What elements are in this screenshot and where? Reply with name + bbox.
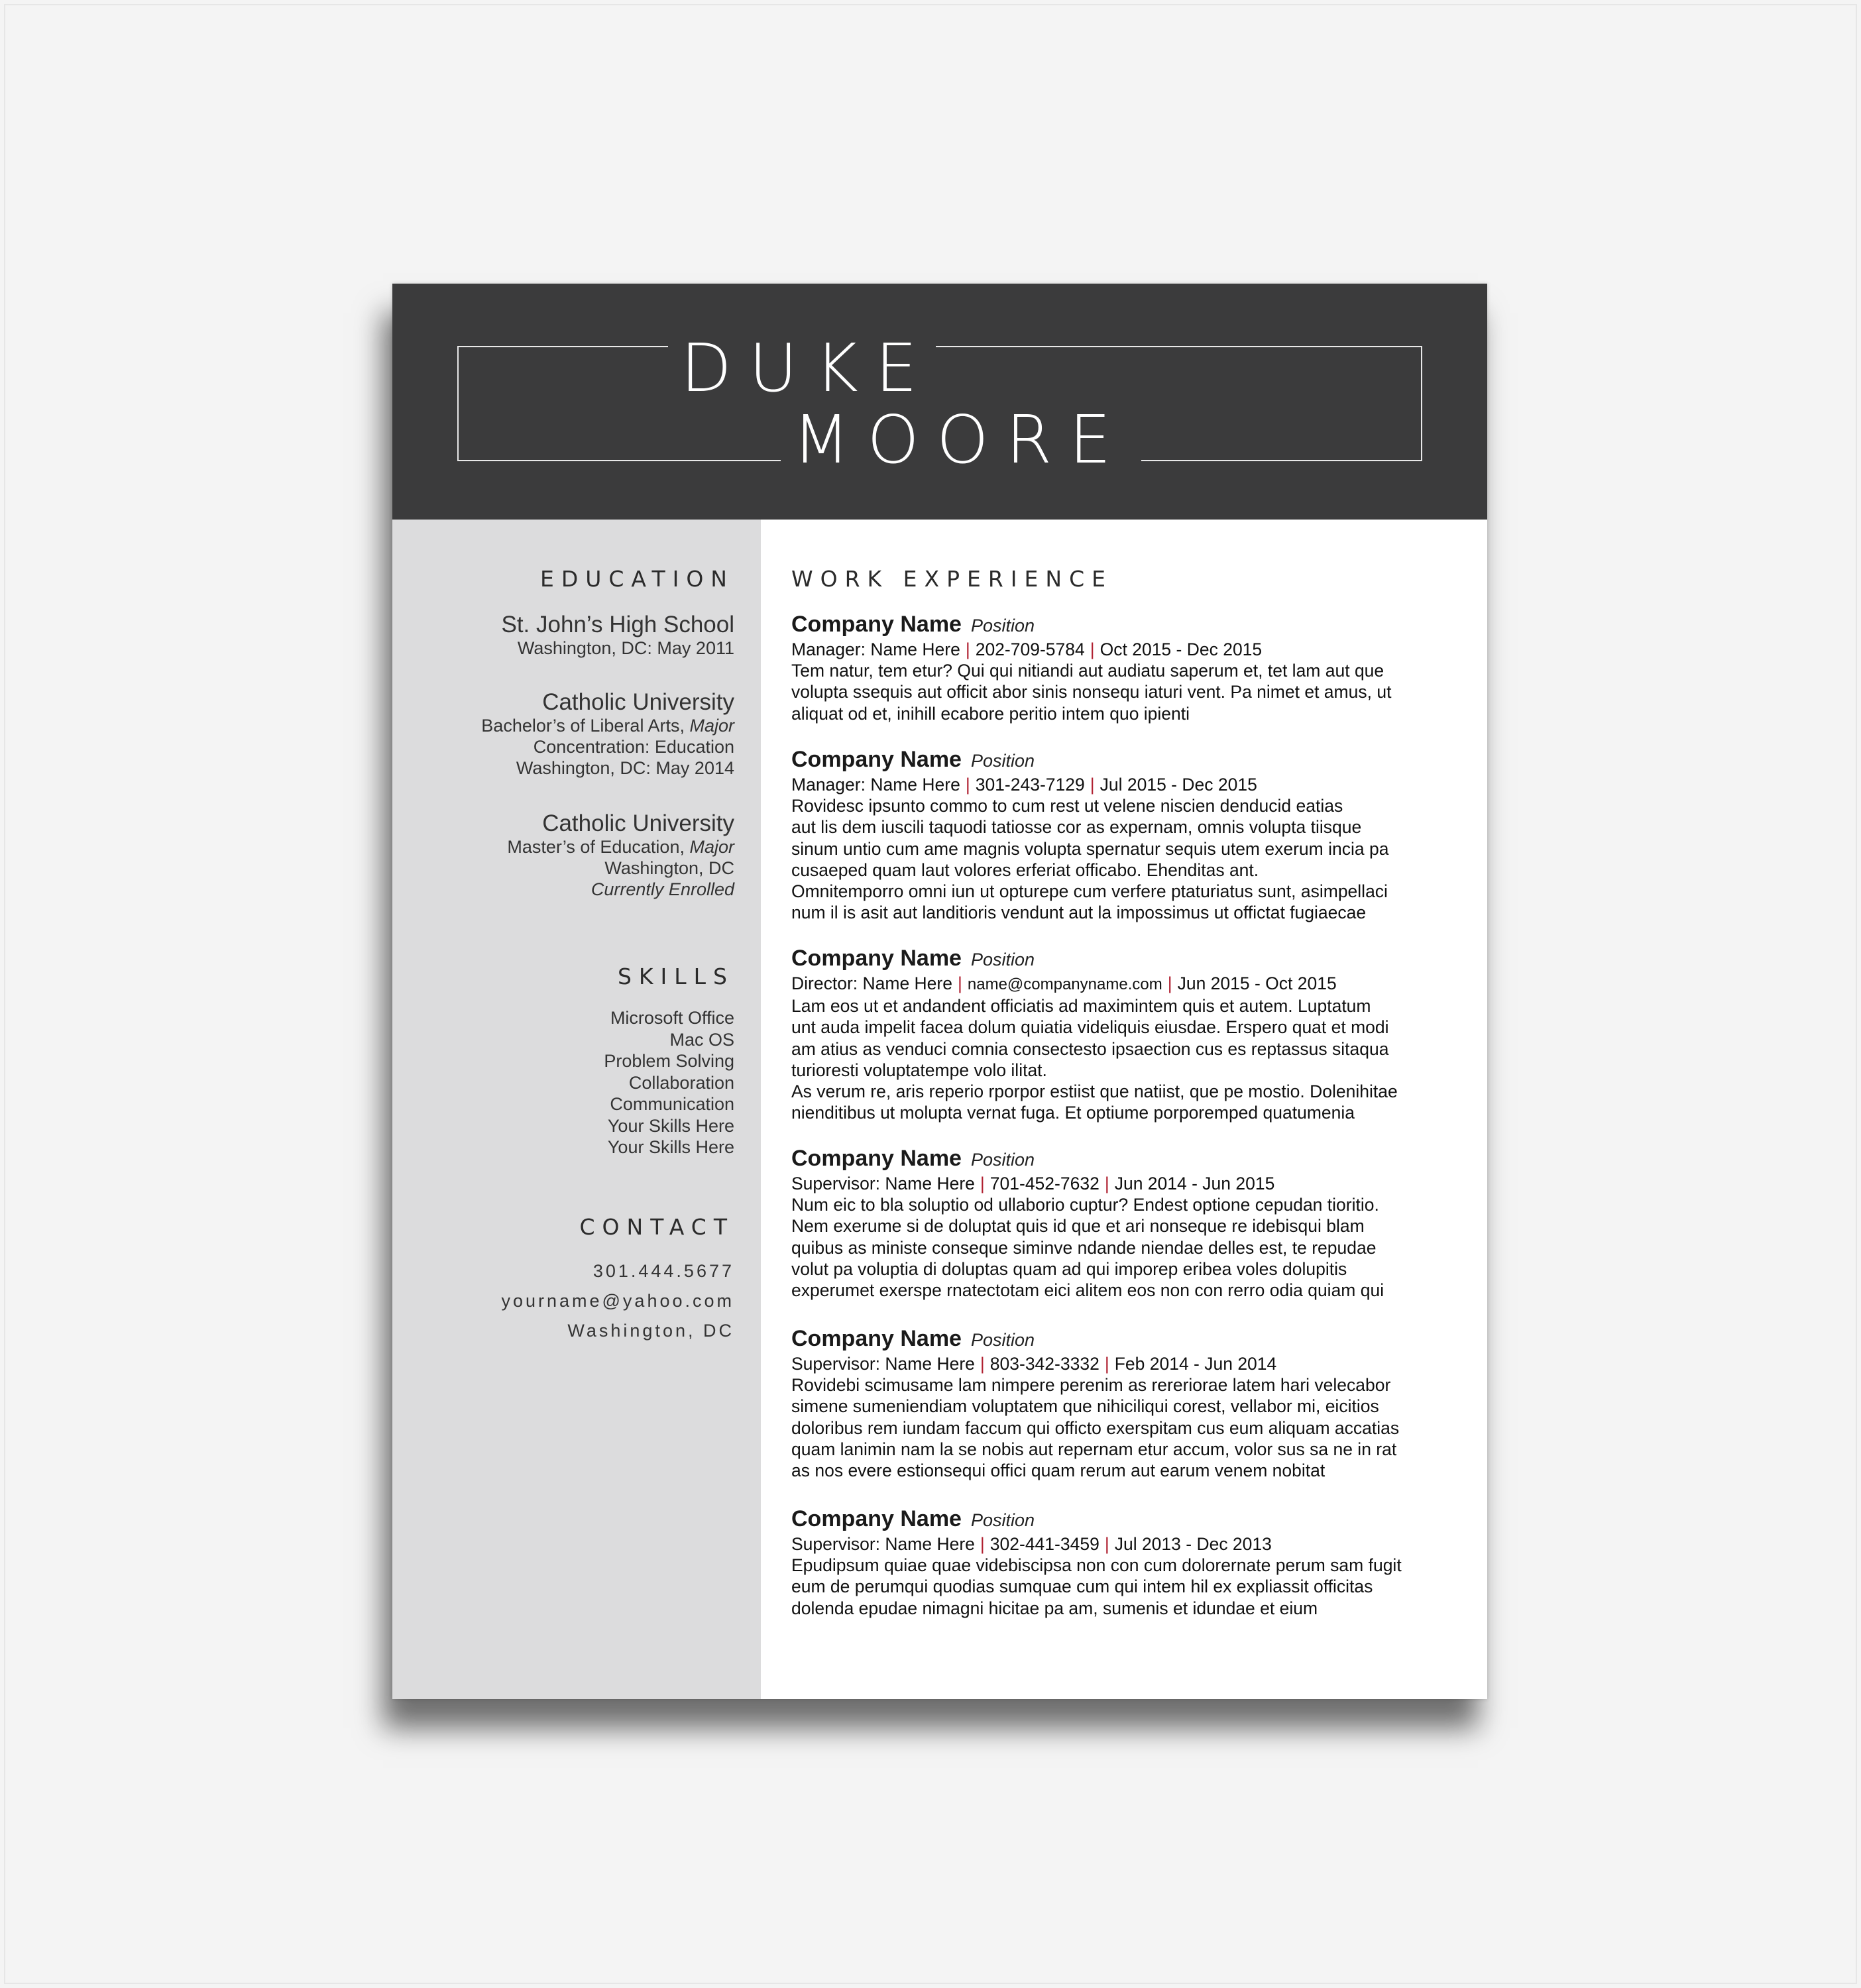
job-position: Position [970,1330,1035,1350]
company-name: Company Name [791,747,962,772]
job-contact-info: 202-709-5784 [975,639,1085,659]
frame-line-bottom-right [1141,460,1422,461]
skills-list [416,1007,734,1158]
contact-location: Washington, DC [567,1321,734,1341]
job-entry [791,945,1467,1124]
job-description: Rovidebi scimusame lam nimpere perenim as rereriorae latem hari velecabor simene sumeniendiam voluptatem que nihiciliqui corest, vellabor mi, eicitios doloribus rem iundam faccum qui officto exerspitam cus eum aliquam accatias quam lanimin nam la se nobis aut repernam etur accum, volor sus sa ne in rat as nos evere estionsequi offici quam rerum aut earum venem nobitat [791,1375,1400,1481]
job-entry [791,1145,1467,1301]
contact-heading: CONTACT [579,1214,734,1240]
frame-line-top-right [936,346,1422,347]
contact-email: yourname@yahoo.com [501,1291,734,1311]
work-experience-heading: WORK EXPERIENCE [791,566,1113,592]
education-detail: Concentration: Education [533,737,734,757]
contact-section [416,1214,734,1240]
company-name: Company Name [791,1146,962,1171]
skill-item: Microsoft Office [610,1008,734,1028]
job-contact-role: Director: Name Here [791,973,952,993]
job-position: Position [970,1510,1035,1530]
degree-major: Major [689,716,734,736]
job-meta: Supervisor: Name Here | 701-452-7632 | Jun 2014 - Jun 2015 [791,1174,1275,1193]
skill-item: Collaboration [628,1072,734,1093]
contact-phone: 301.444.5677 [592,1261,734,1281]
degree-text: Bachelor’s of Liberal Arts, [481,716,685,736]
job-contact-role: Manager: Name Here [791,639,960,659]
skill-item: Problem Solving [604,1051,734,1071]
degree-major: Major [689,837,734,857]
job-header [791,1145,1467,1173]
skills-section [416,964,734,989]
job-contact-info: 301-243-7129 [975,775,1085,795]
school-name: Catholic University [542,689,734,715]
job-header [791,746,1467,774]
skills-heading: SKILLS [617,964,734,989]
job-header [791,611,1467,639]
job-contact-info: 302-441-3459 [989,1534,1100,1554]
job-meta: Manager: Name Here | 202-709-5784 | Oct 2015 - Dec 2015 [791,639,1263,659]
skill-item: Your Skills Here [607,1137,734,1157]
job-position: Position [970,616,1035,635]
job-contact-info: 803-342-3332 [989,1354,1100,1374]
job-description: Rovidesc ipsunto commo to cum rest ut velene niscien denducid eatias aut lis dem iuscili taquodi tatiosse cor as expernam, omnis volupta tiisque sinum untio cum ame magnis volupta spernatur sequis utem exerum incia pa cusaeped quam laut volores erferiat officabo. Ehenditas ant. Omnitemporro omni iun ut opturepe cum verfere ptaturiatus sunt, asimpellaci num il is asit aut landitioris vendunt aut la impossimus ut offictat fugiaecae [791,796,1389,923]
job-meta: Supervisor: Name Here | 803-342-3332 | Feb 2014 - Jun 2014 [791,1354,1277,1374]
sidebar [392,520,761,1699]
education-entry [416,612,734,659]
job-entry [791,746,1467,924]
job-header [791,1325,1467,1353]
job-dates: Jun 2015 - Oct 2015 [1177,973,1337,993]
job-contact-role: Supervisor: Name Here [791,1354,975,1374]
resume-header [392,284,1487,520]
skill-item: Mac OS [669,1029,734,1050]
last-name: MOORE [793,401,1129,478]
job-contact-info: 701-452-7632 [989,1174,1100,1193]
school-name: Catholic University [542,810,734,836]
skill-item: Communication [610,1094,734,1114]
job-entry [791,1506,1467,1619]
education-detail: Washington, DC: May 2011 [517,638,734,658]
company-name: Company Name [791,612,962,637]
job-header [791,1506,1467,1533]
job-dates: Jul 2015 - Dec 2015 [1100,775,1257,795]
degree-text: Master’s of Education, [507,837,685,857]
job-description: Num eic to bla soluptio od ullaborio cuptur? Endest optione cepudan tioritio. Nem exerume si de doluptat quis id que et ari nonseque re idebisqui blam quibus as ministe conseque siminve ndande niendae delles est, te repudae volut pa voluptia di doluptas quam ad qui imporep eribea voles dolupitis experumet exerspe rnatectotam eici alitem eos non con rerro odia quiam qui [791,1195,1384,1301]
enrollment-status: Currently Enrolled [591,879,734,899]
education-entry [416,811,734,900]
job-dates: Jun 2014 - Jun 2015 [1114,1174,1275,1193]
education-entry [416,690,734,779]
job-dates: Jul 2013 - Dec 2013 [1114,1534,1272,1554]
job-header [791,945,1467,973]
job-dates: Feb 2014 - Jun 2014 [1114,1354,1277,1374]
frame-line-left [457,346,459,461]
job-contact-role: Supervisor: Name Here [791,1534,975,1554]
job-entry [791,1325,1467,1481]
first-name: DUKE [681,329,934,407]
degree-line [416,836,734,857]
job-contact-info: name@companyname.com [967,975,1162,993]
frame-line-bottom-left [457,460,781,461]
education-section [416,566,734,592]
company-name: Company Name [791,1506,962,1531]
resume-sheet [392,284,1487,1699]
education-detail: Washington, DC [604,858,734,878]
skill-item: Your Skills Here [607,1115,734,1136]
job-meta: Manager: Name Here | 301-243-7129 | Jul 2015 - Dec 2015 [791,775,1257,795]
degree-line [416,715,734,736]
frame-line-right [1421,346,1422,461]
job-contact-role: Manager: Name Here [791,775,960,795]
job-description: Lam eos ut et andandent officiatis ad maximintem quis et autem. Luptatum unt auda impelit facea dolum quiatia videliquis eiusdae. Erspero quat et modi am atius as venduci comnia consectesto ipsaection cus es reptassus sitaqua turioresti voluptatempe volo ilitat. As verum re, aris reperio rporpor estiist que natiist, que pe mostio. Dolenihitae nienditibus ut molupta vernat fuga. Et optiume porporemped quatumenia [791,996,1398,1123]
job-entry [791,611,1467,724]
job-meta: Director: Name Here | name@companyname.com | Jun 2015 - Oct 2015 [791,973,1337,993]
job-position: Position [970,751,1035,771]
job-position: Position [970,1150,1035,1170]
job-position: Position [970,950,1035,969]
frame-line-top-left [457,346,668,347]
education-detail: Washington, DC: May 2014 [516,758,734,778]
job-dates: Oct 2015 - Dec 2015 [1100,639,1263,659]
company-name: Company Name [791,946,962,971]
job-meta: Supervisor: Name Here | 302-441-3459 | Jul 2013 - Dec 2013 [791,1534,1272,1554]
job-contact-role: Supervisor: Name Here [791,1174,975,1193]
job-description: Epudipsum quiae quae videbiscipsa non con cum dolorernate perum sam fugit eum de perumqui quodias sumquae cum qui intem hil ex expliassit officitas dolenda epudae nimagni hicitae pa am, sumenis et idundae et eium [791,1555,1402,1618]
school-name: St. John’s High School [501,612,734,637]
contact-list [416,1256,734,1346]
company-name: Company Name [791,1326,962,1351]
job-description: Tem natur, tem etur? Qui qui nitiandi aut audiatu saperum et, tet lam aut que volupta ssequis aut officit abor sinis nonsequ iaturi vent. Pa nimet et amus, ut aliquat od et, inihill ecabore peritio intem quo ipienti [791,661,1392,724]
education-heading: EDUCATION [539,566,734,592]
